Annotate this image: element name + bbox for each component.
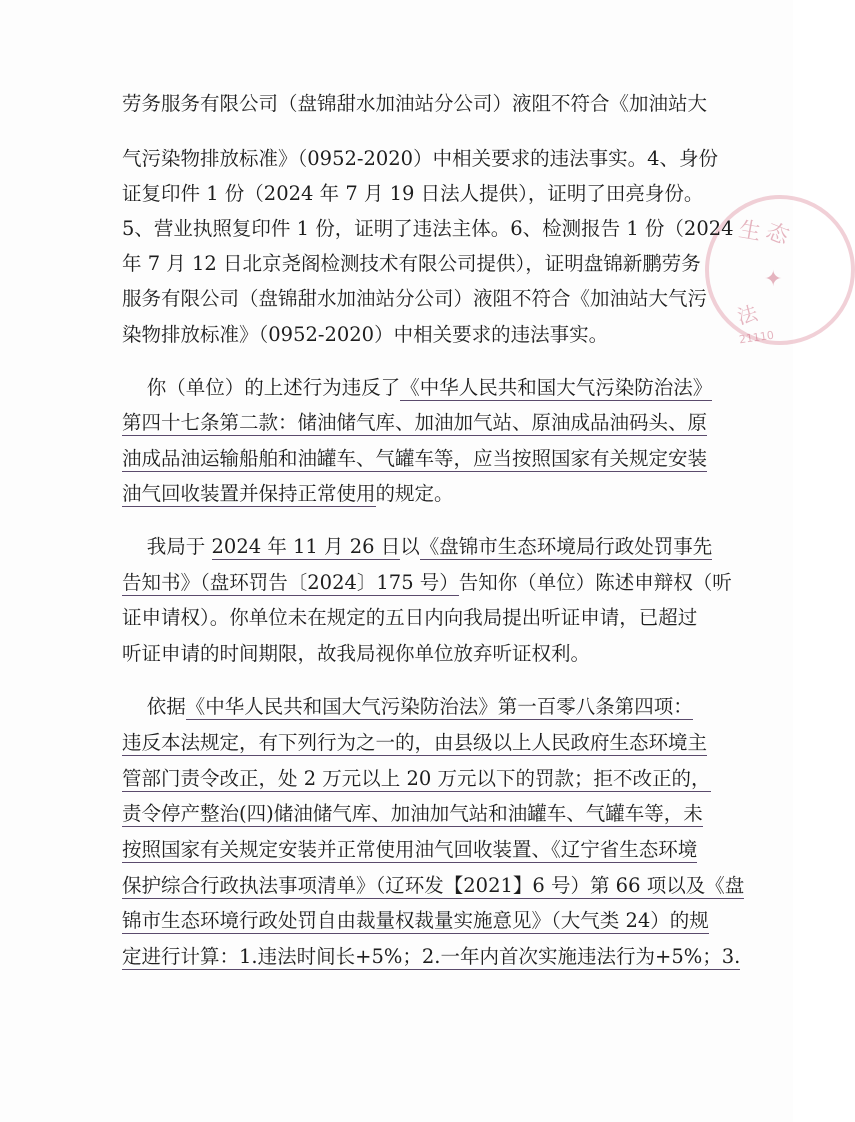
text-line <box>122 939 741 975</box>
text-line <box>122 565 732 601</box>
text-line <box>122 176 704 212</box>
text-line <box>122 761 711 797</box>
text-line <box>122 246 701 282</box>
underlined-text: 违反本法规定，有下列行为之一的，由县级以上人民政府生态环境主 <box>122 731 708 754</box>
underlined-text: 保护综合行政执法事项清单》（辽环发【2021】6 号）第 66 项以及《盘 <box>122 874 745 897</box>
underlined-text: 锦市生态环境行政处罚自由裁量权裁量实施意见》（大气类 24）的规 <box>122 909 709 932</box>
text-line <box>122 441 708 477</box>
line-text: 我局于 <box>122 535 212 558</box>
seal-star-icon: ✦ <box>764 267 783 292</box>
underlined-text: 管部门责令改正，处 2 万元以上 20 万元以下的罚款；拒不改正的， <box>122 767 711 790</box>
line-text: 依据 <box>122 695 186 718</box>
underlined-text: 定进行计算：1.违法时间长+5%；2.一年内首次实施违法行为+5%；3. <box>122 945 741 968</box>
underlined-text: 告知书》（盘环罚告〔2024〕175 号） <box>122 571 459 594</box>
text-line <box>122 832 698 868</box>
text-line <box>122 725 708 761</box>
text-line <box>122 529 713 565</box>
text-line <box>122 868 745 904</box>
line-text: 告知你（单位）陈述申辩权（听 <box>458 571 732 594</box>
line-text: 服务有限公司（盘锦甜水加油站分公司）液阻不符合《加油站大气污 <box>122 287 708 310</box>
underlined-text: 第四十七条第二款：储油储气库、加油加气站、原油成品油码头、原 <box>122 411 708 434</box>
underlined-text: 《盘锦市生态环境局行政处罚事先 <box>419 535 713 558</box>
line-text: 5、营业执照复印件 1 份，证明了违法主体。6、检测报告 1 份（2024 <box>122 217 734 240</box>
line-text: 年 7 月 12 日北京尧阁检测技术有限公司提供），证明盘锦新鹏劳务 <box>122 252 701 275</box>
underlined-text: 油成品油运输船舶和油罐车、气罐车等，应当按照国家有关规定安装 <box>122 447 708 470</box>
text-line <box>122 476 692 512</box>
line-text: 劳务服务有限公司（盘锦甜水加油站分公司）液阻不符合《加油站大 <box>122 92 708 115</box>
line-text: 证复印件 1 份（2024 年 7 月 19 日法人提供），证明了田亮身份。 <box>122 182 704 205</box>
underlined-text: 《中华人民共和国大气污染防治法》 <box>400 376 713 399</box>
text-line <box>122 600 698 636</box>
text-line <box>122 281 708 317</box>
text-line <box>122 86 708 122</box>
line-text: 气污染物排放标准》（0952-2020）中相关要求的违法事实。4、身份 <box>122 147 718 170</box>
seal-number: 21110 <box>738 328 775 347</box>
line-text: 你（单位）的上述行为违反了 <box>122 376 401 399</box>
seal-char: 生 <box>736 217 763 246</box>
line-text: 染物排放标准》（0952-2020）中相关要求的违法事实。 <box>122 323 609 346</box>
seal-char: 法 <box>734 300 761 330</box>
text-line <box>122 636 692 672</box>
line-text: 听证申请的时间期限，故我局视你单位放弃听证权利。 <box>122 642 591 665</box>
text-line <box>122 405 708 441</box>
line-text: 的规定。 <box>375 482 454 505</box>
text-line <box>122 796 703 832</box>
underlined-text: 责令停产整治(四)储油储气库、加油加气站和油罐车、气罐车等，未 <box>122 802 703 825</box>
text-line <box>122 141 718 177</box>
text-line <box>122 689 692 725</box>
underlined-text: 按照国家有关规定安装并正常使用油气回收装置、《辽宁省生态环境 <box>122 838 698 861</box>
text-line <box>122 370 713 406</box>
line-text: 证申请权）。你单位未在规定的五日内向我局提出听证申请，已超过 <box>122 606 698 629</box>
text-line <box>122 317 692 353</box>
underlined-text: 《中华人民共和国大气污染防治法》第一百零八条第四项： <box>185 695 693 718</box>
seal-char: 态 <box>762 218 793 251</box>
underlined-text: 2024 年 11 月 26 日 <box>211 535 401 558</box>
text-line <box>122 211 734 247</box>
underlined-text: 油气回收装置并保持正常使用 <box>122 482 376 505</box>
text-line <box>122 903 709 939</box>
line-text: 以 <box>400 535 420 558</box>
